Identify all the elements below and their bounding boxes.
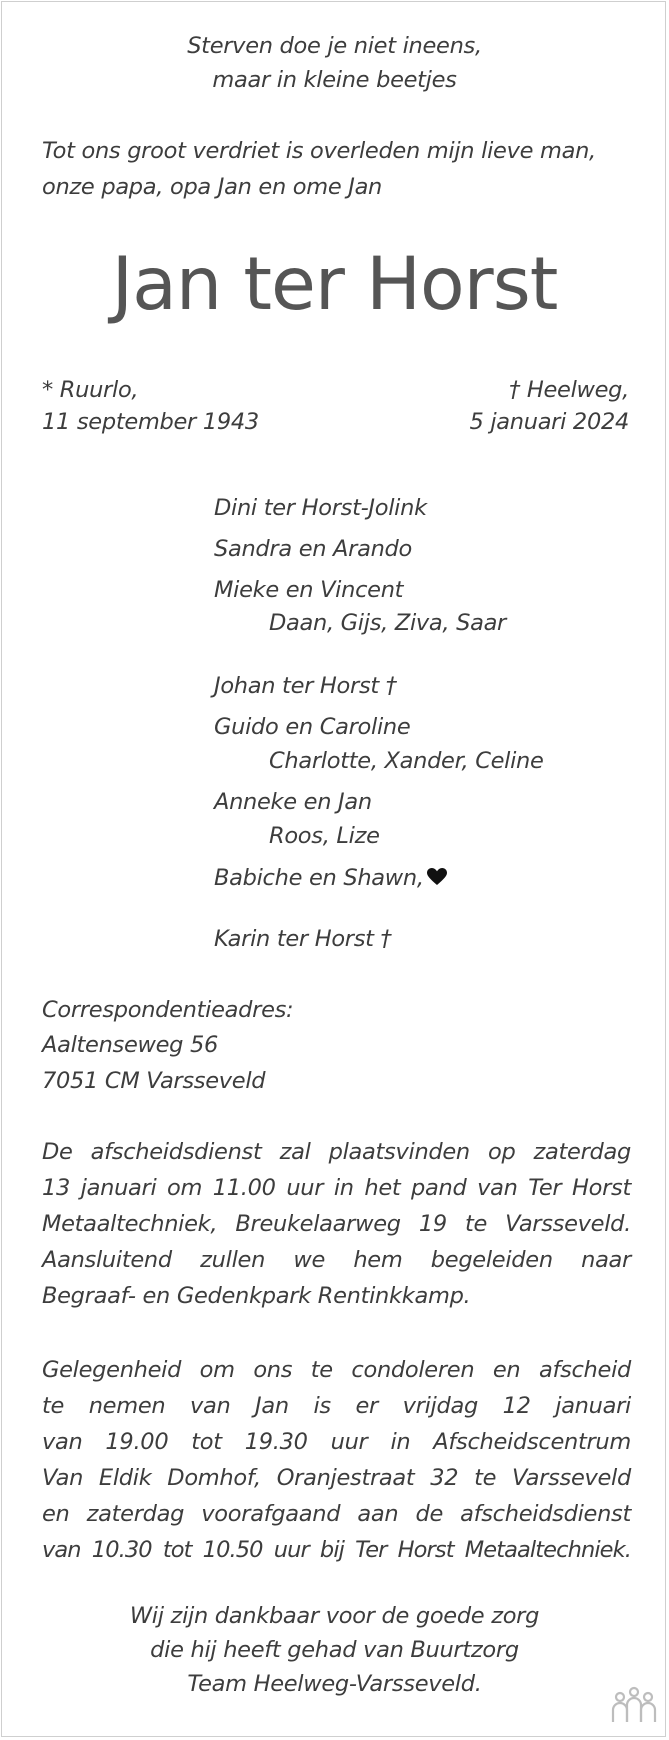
condolence-line-6: van 10.30 tot 10.50 uur bij Ter Horst Metaaltechniek.	[42, 1537, 631, 1563]
child-2: Mieke en Vincent	[214, 577, 404, 603]
address-label: Correspondentieadres:	[42, 997, 294, 1023]
condolence-line-1: Gelegenheid om ons te condoleren en afscheid	[42, 1357, 631, 1383]
people-group-icon	[611, 1686, 657, 1726]
heart-icon	[427, 868, 447, 886]
service-line-5: Begraaf- en Gedenkpark Rentinkkamp.	[42, 1283, 471, 1309]
spouse-name: Dini ter Horst-Jolink	[214, 495, 427, 521]
child-3: Guido en Caroline	[214, 714, 411, 740]
service-line-1: De afscheidsdienst zal plaatsvinden op zaterdag	[42, 1139, 631, 1165]
death-place: † Heelweg,	[509, 377, 629, 403]
birth-date: 11 september 1943	[42, 409, 259, 435]
service-line-4: Aansluitend zullen we hem begeleiden naar	[42, 1247, 631, 1273]
condolence-line-3: van 19.00 tot 19.30 uur in Afscheidscentrum	[42, 1429, 631, 1455]
poem-line-1: Sterven doe je niet ineens,	[187, 33, 482, 59]
sibling-1: Johan ter Horst †	[214, 673, 397, 699]
thanks-line-3: Team Heelweg-Varsseveld.	[187, 1671, 482, 1697]
child-1: Sandra en Arando	[214, 536, 412, 562]
service-line-3: Metaaltechniek, Breukelaarweg 19 te Varsseveld.	[42, 1211, 631, 1237]
service-line-2: 13 januari om 11.00 uur in het pand van Ter Horst	[42, 1175, 631, 1201]
grandchildren-2: Daan, Gijs, Ziva, Saar	[269, 610, 507, 636]
intro-line-2: onze papa, opa Jan en ome Jan	[42, 174, 383, 200]
intro-line-1: Tot ons groot verdriet is overleden mijn lieve man,	[42, 138, 596, 164]
condolence-line-4: Van Eldik Domhof, Oranjestraat 32 te Varsseveld	[42, 1465, 631, 1491]
child-4: Anneke en Jan	[214, 789, 372, 815]
grandchildren-3: Charlotte, Xander, Celine	[269, 748, 544, 774]
deceased-name: Jan ter Horst	[111, 242, 558, 327]
address-street: Aaltenseweg 56	[42, 1032, 219, 1058]
child-5: Babiche en Shawn,	[214, 865, 424, 891]
thanks-line-1: Wij zijn dankbaar voor de goede zorg	[129, 1603, 540, 1629]
grandchildren-4: Roos, Lize	[269, 823, 380, 849]
condolence-line-2: te nemen van Jan is er vrijdag 12 januari	[42, 1393, 631, 1419]
birth-place: * Ruurlo,	[42, 377, 139, 403]
poem-line-2: maar in kleine beetjes	[212, 67, 457, 93]
child-5-row	[214, 867, 447, 890]
address-city: 7051 CM Varsseveld	[42, 1068, 266, 1094]
death-date: 5 januari 2024	[469, 409, 629, 435]
sibling-2: Karin ter Horst †	[214, 926, 392, 952]
thanks-line-2: die hij heeft gehad van Buurtzorg	[150, 1637, 519, 1663]
condolence-line-5: en zaterdag voorafgaand aan de afscheidsdienst	[42, 1501, 631, 1527]
